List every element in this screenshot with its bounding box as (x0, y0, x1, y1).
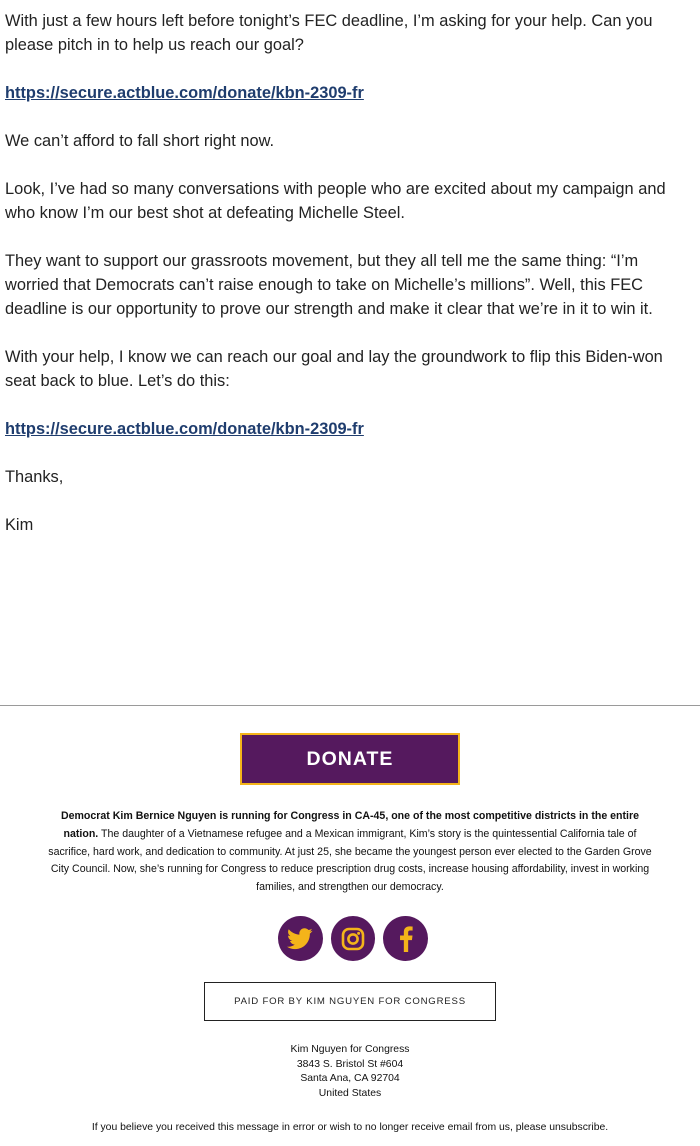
address-country: United States (318, 1087, 382, 1099)
address-name: Kim Nguyen for Congress (290, 1044, 410, 1055)
signature: Kim (5, 516, 34, 534)
donate-link-1[interactable]: https://secure.actblue.com/donate/kbn-2309-fr (5, 84, 364, 102)
unsubscribe-prefix: If you believe you received this message in error or wish to no longer receive email from us, please (91, 1122, 550, 1133)
address-city: Santa Ana, CA 92704 (300, 1073, 400, 1084)
paragraph-grassroots: They want to support our grassroots movement, but they all tell me the same thing: “I’m worried that Democrats can’t raise enough to take on Michelle’s millions”. Well, this FEC deadline is our opportunity to prove our strength and make it clear that we’re in it to win it. (5, 252, 653, 318)
address-street: 3843 S. Bristol St #604 (296, 1058, 404, 1070)
unsubscribe-link[interactable]: unsubscribe (549, 1122, 606, 1133)
paragraph-intro: With just a few hours left before tonight’s FEC deadline, I’m asking for your help. Can you please pitch in to help us reach our goal? (5, 12, 653, 54)
donate-link-2[interactable]: https://secure.actblue.com/donate/kbn-2309-fr (5, 420, 364, 438)
paid-for-disclaimer: PAID FOR BY KIM NGUYEN FOR CONGRESS (204, 982, 496, 1021)
candidate-bio (48, 808, 652, 897)
paragraph-your-help: With your help, I know we can reach our goal and lay the groundwork to flip this Biden-won seat back to blue. Let’s do this: (5, 348, 663, 390)
twitter-icon[interactable] (278, 916, 323, 961)
facebook-icon[interactable] (383, 916, 428, 961)
candidate-bio-bold: Democrat Kim Bernice Nguyen is running for Congress in CA-45, one of the most competitive districts in the entire nation. (60, 810, 640, 840)
social-links (278, 916, 428, 962)
unsubscribe-suffix: . (605, 1122, 609, 1133)
instagram-icon[interactable] (331, 916, 376, 961)
paragraph-conversations: Look, I’ve had so many conversations with people who are excited about my campaign and who know I’m our best shot at defeating Michelle Steel. (5, 180, 666, 222)
email-body (5, 9, 695, 561)
unsubscribe-notice (0, 1121, 700, 1135)
closing: Thanks, (5, 468, 64, 486)
candidate-bio-text: The daughter of a Vietnamese refugee and a Mexican immigrant, Kim’s story is the quintessential California tale of sacrifice, hard work, and dedication to community. At just 25, she became the youngest person ever elected to the Garden Grove City Council. Now, she’s running for Congress to reduce prescription drug costs, increase housing affordability, invest in working families, and strengthen our democracy. (48, 827, 652, 894)
donate-button[interactable]: DONATE (240, 733, 460, 785)
paragraph-fall-short: We can’t afford to fall short right now. (5, 132, 275, 150)
footer-divider (0, 705, 700, 706)
mailing-address (200, 1043, 500, 1101)
